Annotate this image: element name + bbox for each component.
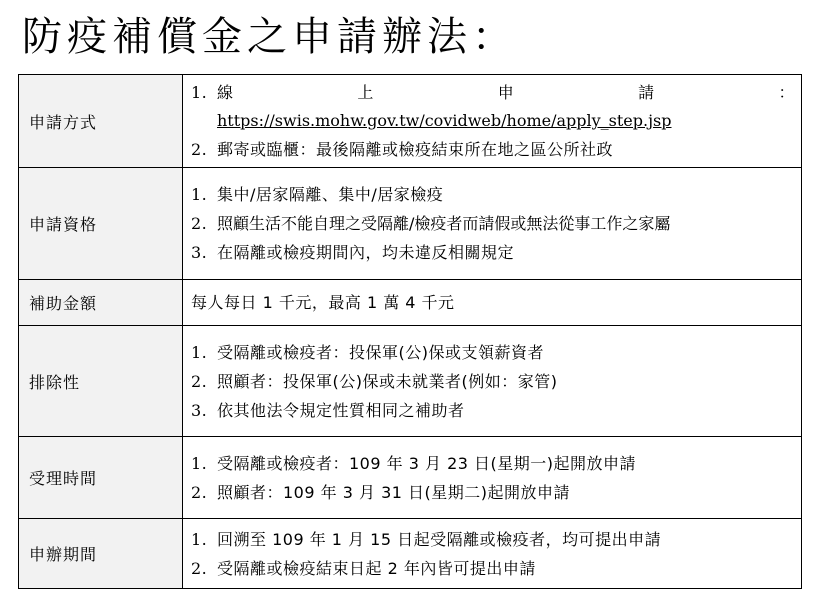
item-text: 集中/居家隔離、集中/居家檢疫 [217,185,444,204]
item-text: 照顧者：投保軍(公)保或未就業者(例如：家管) [217,371,558,391]
spaced-char: 申 [497,83,515,102]
page-title: 防疫補償金之申請辦法： [22,14,517,60]
row-content [183,437,802,519]
row-label: 申辦期間 [19,519,183,589]
list-item [191,135,795,164]
amount-text: 每人每日 1 千元，最高 1 萬 4 千元 [191,293,455,312]
item-text: 郵寄或臨櫃：最後隔離或檢疫結束所在地之區公所社政 [217,140,614,159]
table-row-amount [19,280,802,326]
item-number: 1. [191,185,208,204]
row-content [183,326,802,437]
row-content [183,168,802,280]
list-item [191,449,795,478]
table-row-apply-method [19,75,802,168]
spaced-char: ： [778,83,795,102]
item-number: 3. [191,400,208,420]
list-item [191,338,795,367]
list-item [191,525,795,554]
item-text: 照顧者：109 年 3 月 31 日(星期二)起開放申請 [217,482,570,502]
item-text: 在隔離或檢疫期間內，均未違反相關規定 [217,243,515,262]
item-number: 2. [191,558,208,578]
item-number: 2. [191,371,208,391]
url-line [191,107,795,135]
list-item [191,554,795,583]
list-item [191,367,795,396]
item-text: 受隔離或檢疫者：109 年 3 月 23 日(星期一)起開放申請 [217,453,636,473]
row-label: 申請資格 [19,168,183,280]
table-row-exclusion [19,326,802,437]
row-label: 申請方式 [19,75,183,168]
spaced-char: 線 [217,83,234,102]
table-row-eligibility [19,168,802,280]
item-number: 2. [191,140,208,159]
item-number: 1. [191,342,208,362]
row-content [183,519,802,589]
item-number: 3. [191,243,208,262]
list-item [191,209,795,238]
item-text: 受隔離或檢疫結束日起 2 年內皆可提出申請 [217,558,536,578]
spaced-char: 上 [357,83,374,102]
row-content [183,75,802,168]
row-label: 補助金額 [19,280,183,326]
apply-url-link[interactable]: https://swis.mohw.gov.tw/covidweb/home/apply_step.jsp [217,111,672,130]
row-label: 受理時間 [19,437,183,519]
list-item [191,478,795,507]
item-number: 1. [191,83,208,102]
row-content [183,280,802,326]
item-text: 回溯至 109 年 1 月 15 日起受隔離或檢疫者，均可提出申請 [217,529,662,549]
list-item [191,238,795,267]
item-number: 2. [191,482,208,502]
list-item [191,78,795,107]
table-row-application-period [19,519,802,589]
item-text: 受隔離或檢疫者：投保軍(公)保或支領薪資者 [217,342,544,362]
item-number: 1. [191,453,208,473]
list-item [191,180,795,209]
table-row-acceptance-time [19,437,802,519]
row-label: 排除性 [19,326,183,437]
item-number: 2. [191,214,208,233]
item-text: 依其他法令規定性質相同之補助者 [217,400,465,420]
spaced-text [217,78,795,107]
info-table [18,74,802,589]
item-text: 照顧生活不能自理之受隔離/檢疫者而請假或無法從事工作之家屬 [217,214,671,233]
spaced-char: 請 [638,83,655,102]
list-item [191,396,795,425]
item-number: 1. [191,529,208,549]
